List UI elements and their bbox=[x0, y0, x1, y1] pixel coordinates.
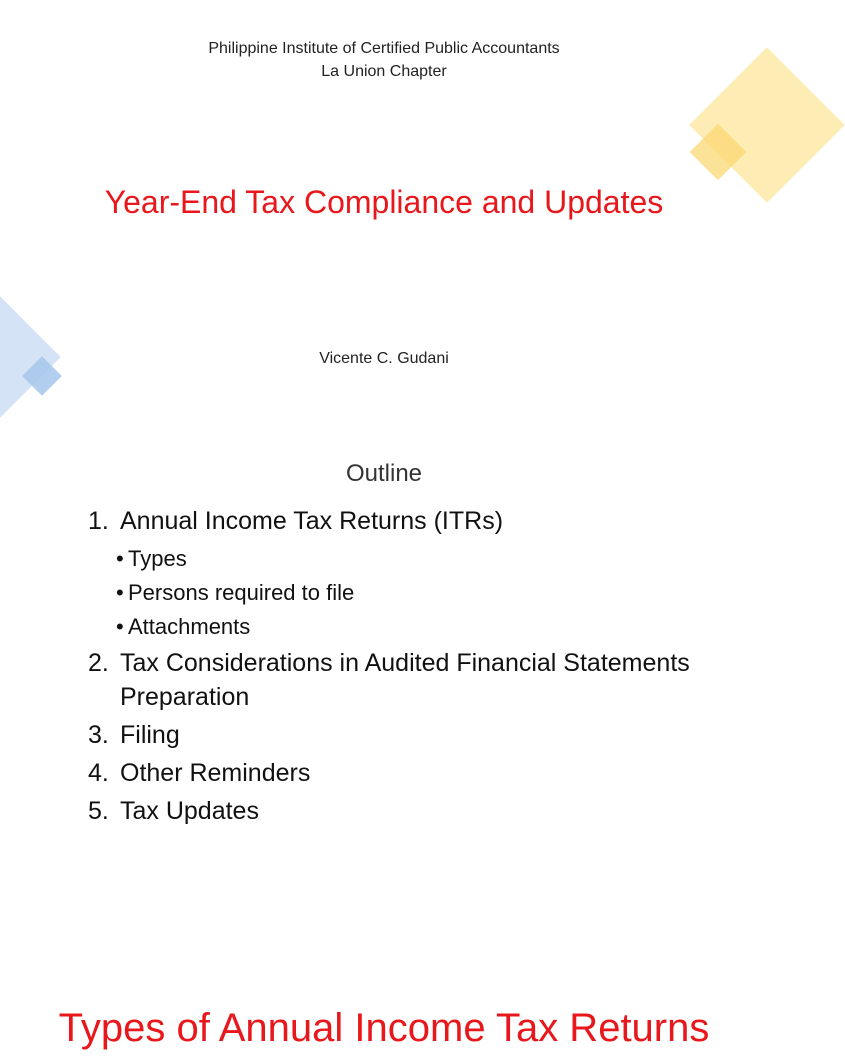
outline-item-3 bbox=[88, 718, 728, 752]
bullet-icon: • bbox=[116, 546, 124, 571]
next-slide-partial bbox=[0, 980, 768, 1060]
outline-item-number: 5. bbox=[88, 797, 109, 825]
outline-sublist bbox=[116, 542, 728, 644]
outline-subitem-text: Types bbox=[128, 546, 187, 571]
outline-item-number: 1. bbox=[88, 507, 109, 535]
bullet-icon: • bbox=[116, 580, 124, 605]
outline-item-number: 3. bbox=[88, 721, 109, 749]
next-slide-title: Types of Annual Income Tax Returns bbox=[58, 1006, 710, 1050]
organization-chapter: La Union Chapter bbox=[321, 63, 447, 80]
outline-item-4 bbox=[88, 756, 728, 790]
outline-subitem bbox=[116, 542, 728, 576]
outline-item-number: 4. bbox=[88, 759, 109, 787]
outline-item-text: Tax Updates bbox=[120, 797, 259, 825]
title-slide bbox=[0, 0, 768, 432]
organization-name: Philippine Institute of Certified Public Accountants bbox=[208, 40, 560, 57]
outline-list bbox=[88, 504, 728, 832]
presentation-title: Year-End Tax Compliance and Updates bbox=[104, 184, 664, 220]
outline-item-5 bbox=[88, 794, 728, 828]
outline-slide bbox=[0, 432, 768, 864]
presenter-name: Vicente C. Gudani bbox=[319, 350, 449, 367]
outline-subitem bbox=[116, 576, 728, 610]
outline-subitem-text: Persons required to file bbox=[128, 580, 355, 605]
outline-item-text: Annual Income Tax Returns (ITRs) bbox=[120, 507, 504, 535]
outline-item-text: Filing bbox=[120, 721, 180, 749]
outline-item-number: 2. bbox=[88, 649, 109, 677]
outline-item-2 bbox=[88, 646, 728, 714]
bullet-icon: • bbox=[116, 614, 124, 639]
outline-subitem bbox=[116, 610, 728, 644]
outline-item-text: Tax Considerations in Audited Financial Statements Preparation bbox=[120, 649, 690, 711]
outline-item-1 bbox=[88, 504, 728, 644]
outline-heading: Outline bbox=[345, 460, 423, 487]
outline-item-text: Other Reminders bbox=[120, 759, 311, 787]
outline-subitem-text: Attachments bbox=[128, 614, 251, 639]
